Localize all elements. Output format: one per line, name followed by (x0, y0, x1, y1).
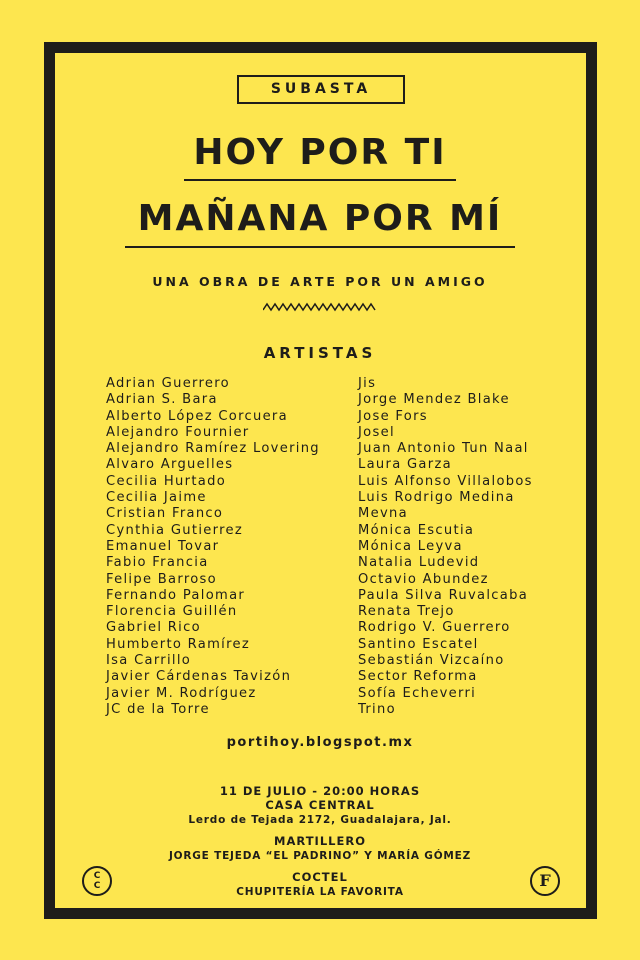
title-line-2: MAÑANA POR MÍ (137, 198, 503, 239)
artist-name: Felipe Barroso (106, 571, 217, 587)
casa-central-logo (82, 866, 112, 896)
artist-name: Renata Trejo (358, 604, 455, 620)
artist-name: Alejandro Fournier (106, 424, 250, 440)
artist-name: Alberto López Corcuera (106, 408, 288, 424)
artist-name: Fernando Palomar (106, 587, 246, 603)
website-link[interactable]: portihoy.blogspot.mx (226, 735, 414, 750)
artist-name: Jis (358, 376, 377, 391)
title-underline-2 (125, 246, 515, 248)
artist-name: Mónica Leyva (358, 538, 463, 554)
artists-list-left (106, 376, 320, 718)
artist-name: Josel (358, 424, 395, 440)
artist-name: Jorge Mendez Blake (358, 392, 510, 408)
la-favorita-logo: F (530, 866, 560, 896)
artist-name: Santino Escatel (358, 636, 479, 652)
zigzag-ornament (263, 302, 377, 312)
subasta-tag: SUBASTA (237, 75, 405, 104)
artist-name: Sofía Echeverri (358, 685, 477, 701)
artist-name: Jose Fors (358, 408, 428, 424)
artist-name: Octavio Abundez (358, 571, 489, 587)
artist-name: Sector Reforma (358, 669, 478, 685)
artist-name: Cynthia Gutierrez (106, 522, 243, 538)
artist-name: Rodrigo V. Guerrero (358, 620, 511, 636)
artist-name: Cecilia Hurtado (106, 473, 227, 489)
artist-name: Luis Rodrigo Medina (358, 490, 515, 506)
subtitle: UNA OBRA DE ARTE POR UN AMIGO (152, 274, 488, 289)
artist-name: Florencia Guillén (106, 604, 238, 620)
artist-name: Mevna (358, 506, 408, 522)
artist-name: Paula Silva Ruvalcaba (358, 587, 529, 603)
auctioneer-names: JORGE TEJEDA “EL PADRINO” Y MARÍA GÓMEZ (168, 850, 472, 862)
artist-name: Fabio Francia (106, 555, 209, 571)
artist-name: Luis Alfonso Villalobos (358, 473, 533, 489)
artist-name: Humberto Ramírez (106, 636, 251, 652)
artist-name: Mónica Escutia (358, 522, 475, 538)
artist-name: Javier Cárdenas Tavizón (106, 669, 292, 685)
artist-name: Adrian Guerrero (106, 376, 230, 391)
artist-name: JC de la Torre (106, 701, 210, 717)
event-venue: CASA CENTRAL (265, 798, 375, 812)
artist-name: Adrian S. Bara (106, 392, 218, 408)
artist-name: Natalia Ludevid (358, 555, 480, 571)
artist-name: Trino (358, 701, 396, 717)
event-date-time: 11 DE JULIO - 20:00 HORAS (219, 784, 421, 798)
artists-heading: ARTISTAS (263, 344, 377, 362)
artist-name: Gabriel Rico (106, 620, 201, 636)
artist-name: Cecilia Jaime (106, 490, 207, 506)
artists-list-right (358, 376, 533, 718)
artist-name: Cristian Franco (106, 506, 224, 522)
title-underline-1 (184, 179, 456, 181)
cocktail-sponsor: CHUPITERÍA LA FAVORITA (236, 886, 404, 898)
logo-letter-bottom: C (93, 881, 101, 891)
artist-name: Laura Garza (358, 457, 452, 473)
artist-name: Isa Carrillo (106, 653, 192, 669)
artist-name: Juan Antonio Tun Naal (358, 441, 529, 457)
cocktail-label: COCTEL (292, 870, 348, 884)
event-address: Lerdo de Tejada 2172, Guadalajara, Jal. (188, 814, 452, 826)
artist-name: Emanuel Tovar (106, 538, 220, 554)
artist-name: Sebastián Vizcaíno (358, 653, 505, 669)
artist-name: Alvaro Arguelles (106, 457, 234, 473)
auctioneer-label: MARTILLERO (274, 834, 366, 848)
logo-letter-top: C (93, 871, 101, 881)
title-line-1: HOY POR TI (193, 132, 447, 173)
artist-name: Alejandro Ramírez Lovering (106, 441, 320, 457)
artist-name: Javier M. Rodríguez (106, 685, 257, 701)
